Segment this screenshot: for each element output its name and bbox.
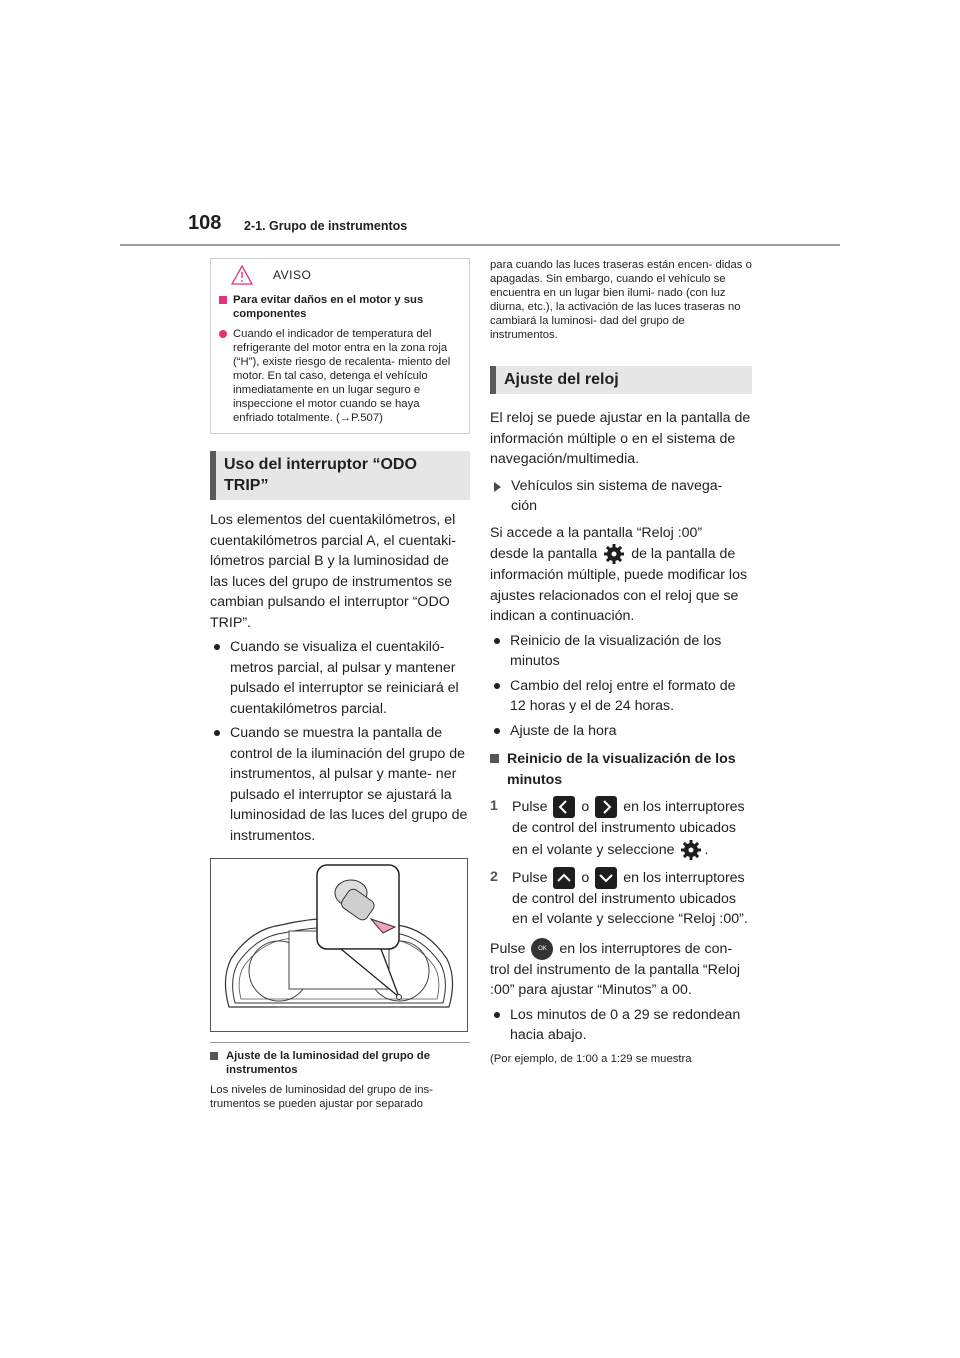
- instrument-cluster-illustration: [211, 859, 467, 1031]
- step-number: 1: [490, 798, 498, 814]
- left-arrow-icon: [553, 796, 575, 818]
- list-item: [490, 1005, 752, 1046]
- square-bullet-icon: [219, 296, 227, 304]
- instrument-cluster-figure: [210, 858, 468, 1032]
- list-item: [210, 637, 470, 719]
- notice-item: [219, 327, 461, 425]
- step-text-part: .: [704, 841, 709, 858]
- list-item-text: Cambio del reloj entre el formato de 12 horas y el de 24 horas.: [510, 677, 736, 714]
- step-text-part: o: [581, 798, 590, 815]
- odo-intro: Los elementos del cuentakilómetros, el cuentakilómetros parcial A, el cuentaki- lómetros parcial B y la luminosidad de las luces del grupo de instrumentos se cambian pulsando el interruptor “ODO TRIP”.: [210, 512, 457, 631]
- luminosity-text: Los niveles de luminosidad del grupo de ins- trumentos se pueden ajustar por separado: [210, 1084, 433, 1110]
- clock-intro: El reloj se puede ajustar en la pantalla de información múltiple o en el sistema de navegación/multimedia.: [490, 410, 751, 467]
- gear-icon: [603, 543, 625, 565]
- section-header: 2-1. Grupo de instrumentos: [244, 219, 408, 233]
- list-item-text: Ajuste de la hora: [510, 722, 617, 739]
- bullet-icon: [494, 638, 500, 644]
- list-item: [490, 721, 752, 742]
- left-column: [210, 258, 470, 1111]
- section-title-clock: Ajuste del reloj: [490, 366, 752, 394]
- step-text-part: o: [581, 869, 590, 886]
- footnote: (Por ejemplo, de 1:00 a 1:29 se muestra: [490, 1052, 692, 1065]
- warning-triangle-icon: [231, 265, 253, 285]
- arrow-item: [490, 476, 752, 517]
- notice-label: AVISO: [273, 268, 312, 282]
- list-item: [210, 723, 470, 846]
- list-item: [490, 631, 752, 672]
- notice-title: [219, 265, 461, 285]
- step-text-part: Pulse: [512, 869, 548, 886]
- notice-heading-text: Para evitar daños en el motor y sus componentes: [233, 294, 424, 320]
- luminosity-heading-text: Ajuste de la luminosidad del grupo de instrumentos: [226, 1050, 430, 1076]
- ok-paragraph-part: en los interruptores de con- trol del instrumento de la pantalla “Reloj :00” para ajustar “Minutos” a 00.: [490, 940, 740, 998]
- step-text-part: en los interruptores de control del instrumento ubicados en el volante y seleccione: [512, 798, 745, 858]
- right-arrow-icon: [595, 796, 617, 818]
- down-arrow-icon: [595, 867, 617, 889]
- odo-bullets: [210, 637, 470, 846]
- right-column: [490, 258, 752, 1066]
- list-item-text: Los minutos de 0 a 29 se redondean hacia abajo.: [510, 1006, 741, 1043]
- ok-button-icon: OK: [531, 938, 553, 960]
- step-2: [490, 867, 752, 930]
- ok-paragraph: [490, 938, 752, 1001]
- arrow-item-text: Vehículos sin sistema de navega- ción: [511, 477, 723, 514]
- clock-paragraph-line1: Si accede a la pantalla “Reloj :00”: [490, 524, 703, 541]
- list-item-text: Cuando se muestra la pantalla de control de la iluminación del grupo de instrumentos, al pulsar y mante- ner pulsado el interruptor se ajustará la luminosidad de las luces del grupo de instrumentos.: [230, 725, 468, 844]
- step-1: [490, 796, 752, 861]
- arrow-bullet-icon: [494, 482, 501, 492]
- reset-minutes-heading-text: Reinicio de la visualización de los minutos: [507, 751, 736, 788]
- bullet-icon: [494, 683, 500, 689]
- bullet-icon: [494, 728, 500, 734]
- clock-bullets: [490, 631, 752, 742]
- notice-text: Cuando el indicador de temperatura del refrigerante del motor entra en la zona roja (“H”), existe riesgo de recalenta- miento del motor. En tal caso, detenga el vehículo inmediatamente en un lugar seguro e inspeccione el motor cuando se haya enfriado totalmente. (→P.507): [233, 328, 451, 424]
- clock-paragraph-part: de la pantalla de información múltiple, puede modificar los ajustes relacionados con el reloj que se indican a continuación.: [490, 545, 748, 624]
- step-text: [512, 796, 752, 861]
- notice-box: [210, 258, 470, 434]
- header-rule: [120, 244, 840, 246]
- step-text-part: en los interruptores de control del instrumento ubicados en el volante y seleccione “Reloj :00”.: [512, 869, 748, 927]
- square-bullet-icon: [210, 1052, 218, 1060]
- section-title-odo-trip: Uso del interruptor “ODO TRIP”: [210, 451, 470, 500]
- list-item-text: Cuando se visualiza el cuentakiló- metros parcial, al pulsar y mantener pulsado el interruptor se reiniciará el cuentakilómetros parcial.: [230, 639, 459, 717]
- ok-paragraph-part: Pulse: [490, 940, 526, 957]
- notice-heading: [219, 293, 461, 321]
- step-text-part: Pulse: [512, 798, 548, 815]
- divider: [210, 1042, 470, 1043]
- gear-icon: [680, 839, 702, 861]
- up-arrow-icon: [553, 867, 575, 889]
- list-item: [490, 676, 752, 717]
- step-text: [512, 867, 752, 930]
- step-number: 2: [490, 868, 498, 885]
- clock-paragraph: [490, 523, 752, 627]
- bullet-icon: [214, 730, 220, 736]
- page-number: 108: [188, 212, 222, 234]
- continued-text: para cuando las luces traseras están encen- didas o apagadas. Sin embargo, cuando el vehículo se encuentra en un lugar bien ilumi- nado (con luz diurna, etc.), la activación de las luces traseras no cambiará la luminosi- dad del grupo de instrumentos.: [490, 259, 752, 341]
- bullet-icon: [494, 1012, 500, 1018]
- reset-minutes-heading: [490, 749, 752, 790]
- list-item-text: Reinicio de la visualización de los minutos: [510, 632, 722, 669]
- square-bullet-icon: [490, 754, 499, 763]
- bullet-icon: [214, 644, 220, 650]
- clock-paragraph-part: desde la pantalla: [490, 545, 598, 562]
- luminosity-heading: [210, 1049, 470, 1077]
- circle-bullet-icon: [219, 330, 227, 338]
